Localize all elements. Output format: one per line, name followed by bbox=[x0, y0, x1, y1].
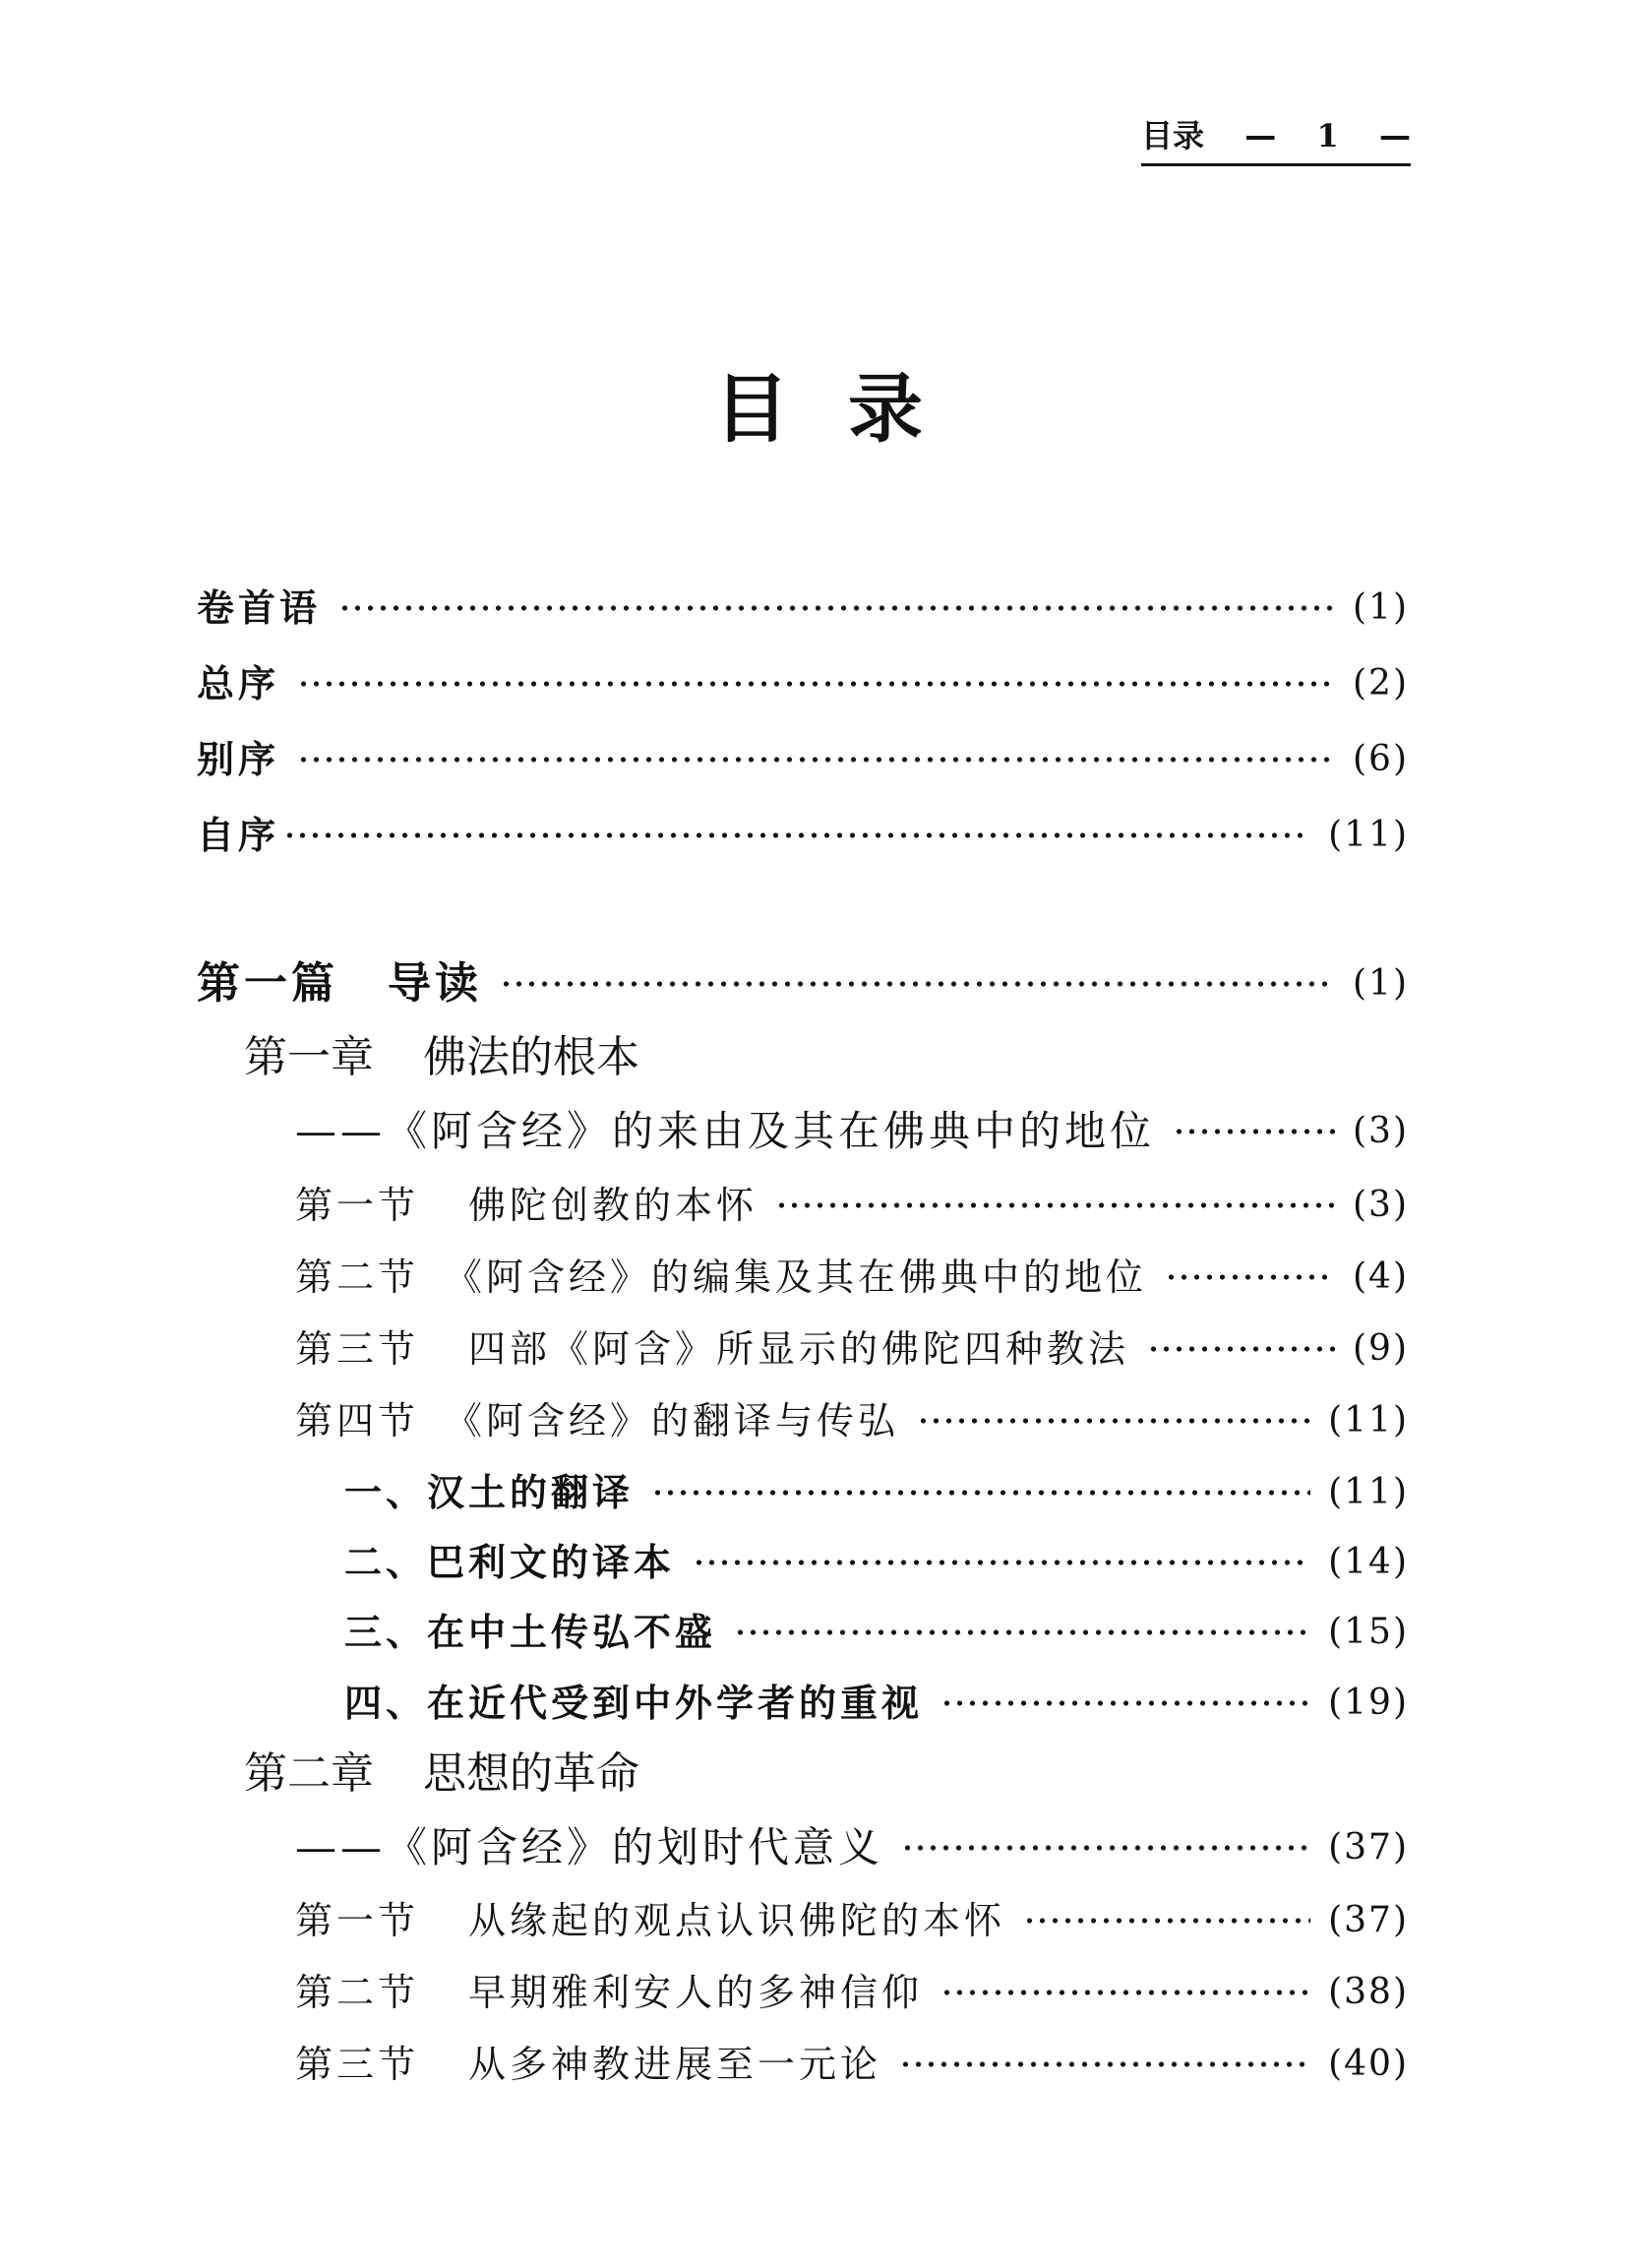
toc-label: 自序 bbox=[197, 814, 280, 857]
toc-page-number: (4) bbox=[1353, 1257, 1409, 1297]
section-title: 佛陀创教的本怀 bbox=[468, 1184, 758, 1227]
header-label: 目录 bbox=[1141, 117, 1205, 154]
toc-page-number: (11) bbox=[1328, 815, 1409, 855]
toc-page-number: (15) bbox=[1328, 1612, 1409, 1652]
section-title: 《阿含经》的编集及其在佛典中的地位 bbox=[445, 1256, 1148, 1299]
section-number: 第四节 bbox=[295, 1399, 420, 1442]
toc-entry-part-1[interactable] bbox=[197, 954, 1409, 1013]
toc-page-number: (40) bbox=[1328, 2044, 1409, 2084]
section-number: 第一节 bbox=[295, 1899, 420, 1942]
chapter-number: 第二章 bbox=[244, 1748, 374, 1799]
toc-page-number: (11) bbox=[1328, 1400, 1409, 1440]
toc-entry-front-matter[interactable] bbox=[197, 579, 1409, 638]
dot-leader bbox=[297, 680, 1335, 688]
chapter-number: 第一章 bbox=[244, 1032, 374, 1082]
toc-entry-section[interactable] bbox=[295, 1891, 1409, 1950]
section-number: 第三节 bbox=[295, 2043, 420, 2086]
dot-leader bbox=[500, 980, 1335, 988]
toc-entry-front-matter[interactable] bbox=[197, 654, 1409, 713]
toc-entry-section[interactable] bbox=[295, 1176, 1409, 1235]
dot-leader bbox=[901, 1844, 1310, 1852]
dot-leader bbox=[297, 756, 1335, 764]
dot-leader bbox=[283, 831, 1310, 839]
dot-leader bbox=[338, 604, 1335, 612]
toc-entry-section[interactable] bbox=[295, 2035, 1409, 2094]
dot-leader bbox=[1165, 1273, 1335, 1281]
section-title: 从缘起的观点认识佛陀的本怀 bbox=[468, 1899, 1006, 1942]
dot-leader bbox=[693, 1559, 1310, 1566]
toc-page-number: (14) bbox=[1328, 1542, 1409, 1582]
toc-entry-subsection[interactable] bbox=[344, 1603, 1409, 1662]
toc-page-number: (1) bbox=[1353, 587, 1409, 628]
toc-entry-subsection[interactable] bbox=[344, 1674, 1409, 1733]
section-title: 《阿含经》的翻译与传弘 bbox=[445, 1399, 900, 1442]
chapter-subtitle: ——《阿含经》的划时代意义 bbox=[295, 1823, 884, 1871]
chapter-title: 思想的革命 bbox=[423, 1748, 639, 1799]
toc-entry-subsection[interactable] bbox=[344, 1463, 1409, 1522]
dot-leader bbox=[775, 1201, 1335, 1209]
dot-leader bbox=[651, 1489, 1310, 1497]
subsection-title: 一、汉土的翻译 bbox=[344, 1470, 635, 1514]
section-title: 四部《阿含》所显示的佛陀四种教法 bbox=[468, 1327, 1130, 1371]
section-number: 第二节 bbox=[295, 1256, 420, 1299]
running-header bbox=[1141, 116, 1411, 166]
toc-entry-section[interactable] bbox=[295, 1963, 1409, 2022]
part-title: 导读 bbox=[388, 958, 482, 1009]
subsection-title: 二、巴利文的译本 bbox=[344, 1540, 676, 1584]
chapter-1-heading[interactable] bbox=[244, 1028, 639, 1087]
dot-leader bbox=[1023, 1917, 1310, 1925]
dot-leader bbox=[1147, 1345, 1335, 1353]
section-title: 早期雅利安人的多神信仰 bbox=[468, 1971, 924, 2014]
toc-page-number: (6) bbox=[1353, 739, 1409, 779]
toc-label: 别序 bbox=[197, 738, 280, 781]
toc-entry-chapter-2-subtitle[interactable] bbox=[295, 1818, 1409, 1877]
toc-entry-front-matter[interactable] bbox=[197, 806, 1409, 865]
dot-leader bbox=[940, 1989, 1310, 1996]
toc-label: 总序 bbox=[197, 662, 280, 705]
dot-leader bbox=[734, 1628, 1310, 1636]
toc-page-number: (3) bbox=[1353, 1185, 1409, 1225]
header-dash-right: — bbox=[1378, 117, 1411, 154]
toc-page-number: (37) bbox=[1328, 1827, 1409, 1868]
dot-leader bbox=[1173, 1128, 1335, 1135]
section-number: 第一节 bbox=[295, 1184, 420, 1227]
toc-page-number: (19) bbox=[1328, 1683, 1409, 1723]
chapter-2-heading[interactable] bbox=[244, 1745, 639, 1804]
toc-page-number: (37) bbox=[1328, 1900, 1409, 1940]
toc-entry-section[interactable] bbox=[295, 1319, 1409, 1379]
page-title: 目录 bbox=[714, 365, 982, 453]
section-number: 第二节 bbox=[295, 1971, 420, 2014]
chapter-subtitle: ——《阿含经》的来由及其在佛典中的地位 bbox=[295, 1107, 1156, 1155]
toc-entry-section[interactable] bbox=[295, 1391, 1409, 1450]
toc-entry-section[interactable] bbox=[295, 1248, 1409, 1307]
header-page-number: 1 bbox=[1316, 117, 1339, 154]
dot-leader bbox=[899, 2060, 1310, 2068]
section-title: 从多神教进展至一元论 bbox=[468, 2043, 882, 2086]
toc-page-number: (38) bbox=[1328, 1972, 1409, 2012]
toc-entry-subsection[interactable] bbox=[344, 1533, 1409, 1592]
toc-page-number: (1) bbox=[1353, 963, 1409, 1004]
toc-page-number: (9) bbox=[1353, 1328, 1409, 1369]
subsection-title: 四、在近代受到中外学者的重视 bbox=[344, 1681, 924, 1725]
section-number: 第三节 bbox=[295, 1327, 420, 1371]
toc-label: 卷首语 bbox=[197, 586, 322, 630]
part-number: 第一篇 bbox=[197, 958, 338, 1009]
toc-page-number: (11) bbox=[1328, 1472, 1409, 1512]
header-dash-left: — bbox=[1244, 117, 1277, 154]
toc-page-number: (2) bbox=[1353, 663, 1409, 704]
subsection-title: 三、在中土传弘不盛 bbox=[344, 1610, 717, 1654]
toc-entry-chapter-1-subtitle[interactable] bbox=[295, 1102, 1409, 1161]
toc-entry-front-matter[interactable] bbox=[197, 730, 1409, 789]
toc-page-number: (3) bbox=[1353, 1111, 1409, 1151]
dot-leader bbox=[917, 1417, 1310, 1425]
chapter-title: 佛法的根本 bbox=[423, 1032, 639, 1082]
dot-leader bbox=[940, 1699, 1310, 1707]
